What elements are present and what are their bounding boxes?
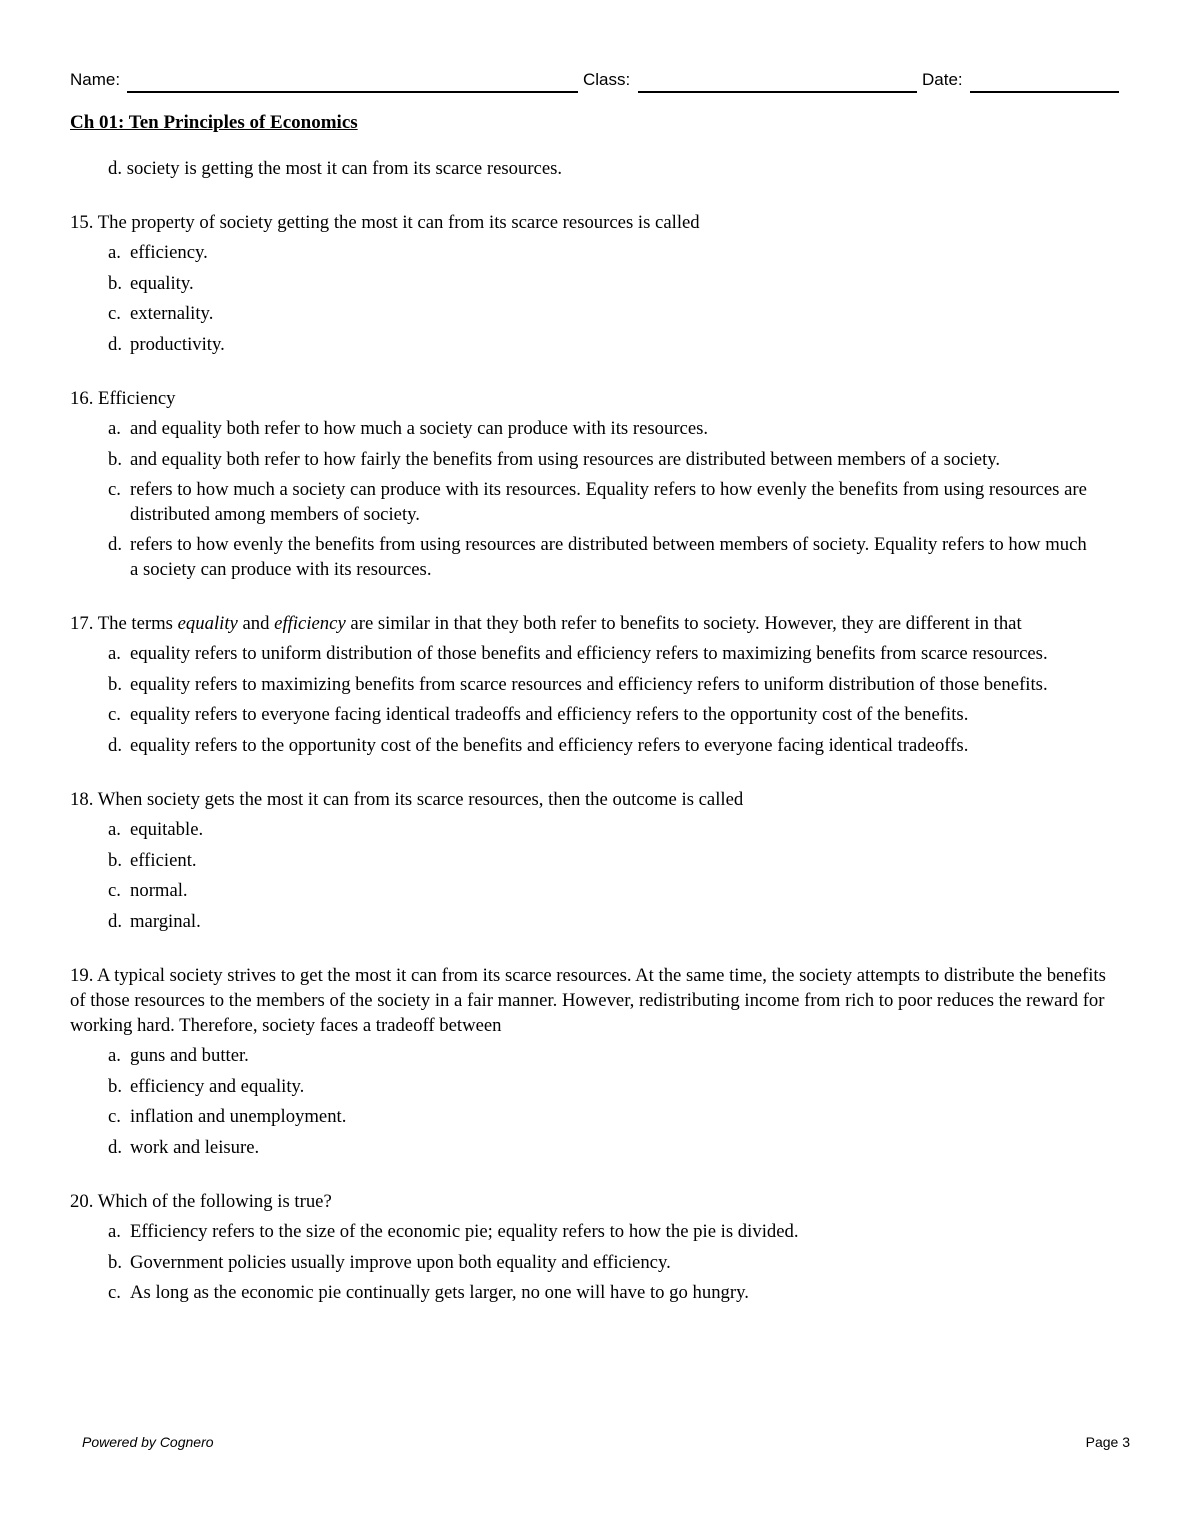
- question-number: 15.: [70, 212, 94, 233]
- date-field-line[interactable]: [970, 91, 1119, 93]
- question-18: [70, 787, 1120, 934]
- option-text: refers to how evenly the benefits from using resources are distributed between members of society. Equality refers to how much a society can produce with its resources.: [130, 534, 1087, 580]
- option-text: equitable.: [130, 819, 204, 840]
- class-field-line[interactable]: [638, 91, 917, 93]
- question-15: [70, 210, 1120, 357]
- answer-option: [108, 448, 1120, 473]
- answer-option: [108, 642, 1120, 667]
- option-letter: b.: [108, 448, 123, 470]
- stem-text: and: [237, 613, 275, 634]
- stem-text: are similar in that they both refer to benefits to society. However, they are different in that: [345, 613, 1022, 634]
- option-text: As long as the economic pie continually gets larger, no one will have to go hungry.: [130, 1282, 749, 1303]
- option-letter: d.: [108, 158, 123, 179]
- question-stem: [70, 963, 1120, 1038]
- answer-option: [108, 734, 1120, 759]
- stem-text: Efficiency: [98, 388, 176, 409]
- answer-option: [108, 1105, 1120, 1130]
- option-text: society is getting the most it can from its scarce resources.: [126, 158, 563, 179]
- question-stem: [70, 611, 1120, 636]
- option-text: refers to how much a society can produce with its resources. Equality refers to how evenly the benefits from using resources are distributed among members of society.: [130, 479, 1087, 525]
- answer-option: [108, 910, 1120, 935]
- name-field-line[interactable]: [127, 91, 578, 93]
- chapter-title: Ch 01: Ten Principles of Economics: [70, 112, 358, 133]
- option-letter: d.: [108, 333, 123, 355]
- answer-option: [108, 849, 1120, 874]
- answer-option: [108, 241, 1120, 266]
- option-text: equality refers to maximizing benefits from scarce resources and efficiency refers to uniform distribution of those benefits.: [130, 673, 1048, 695]
- option-text: inflation and unemployment.: [130, 1106, 347, 1127]
- answer-option: [108, 533, 1120, 582]
- answer-option: [108, 703, 1120, 728]
- option-text: efficiency.: [130, 242, 208, 263]
- question-number: 20.: [70, 1191, 94, 1212]
- option-letter: b.: [108, 272, 123, 294]
- question-list: [70, 157, 1120, 1306]
- option-letter: d.: [108, 534, 123, 555]
- stem-text: The terms: [97, 613, 178, 634]
- name-label: Name:: [70, 70, 121, 89]
- option-letter: c.: [108, 880, 121, 901]
- option-letter: c.: [108, 1282, 121, 1303]
- answer-option: [108, 879, 1120, 904]
- option-text: and equality both refer to how much a society can produce with its resources.: [130, 418, 709, 439]
- question-stem: [70, 787, 1120, 812]
- answer-option: [108, 818, 1120, 843]
- answer-option: [108, 1136, 1120, 1161]
- option-text: Efficiency refers to the size of the economic pie; equality refers to how the pie is divided.: [130, 1221, 799, 1242]
- option-text: guns and butter.: [130, 1045, 249, 1066]
- option-text: Government policies usually improve upon both equality and efficiency.: [130, 1251, 671, 1273]
- answer-option: [108, 1075, 1120, 1100]
- answer-option: [108, 417, 1120, 442]
- answer-option: [108, 478, 1120, 527]
- answer-option: [108, 673, 1120, 698]
- option-text: efficient.: [130, 849, 197, 871]
- question-20: [70, 1189, 1120, 1306]
- stem-text: Which of the following is true?: [97, 1191, 332, 1212]
- option-letter: b.: [108, 1251, 123, 1273]
- answer-option: [108, 1251, 1120, 1276]
- stem-text: When society gets the most it can from its scarce resources, then the outcome is called: [97, 789, 744, 810]
- option-text: equality refers to everyone facing identical tradeoffs and efficiency refers to the opportunity cost of the benefits.: [130, 704, 969, 725]
- question-17: [70, 611, 1120, 758]
- option-letter: d.: [108, 910, 123, 932]
- option-letter: c.: [108, 303, 121, 324]
- option-letter: c.: [108, 704, 121, 725]
- option-letter: a.: [108, 418, 121, 439]
- class-label: Class:: [583, 70, 631, 89]
- question-number: 16.: [70, 388, 94, 409]
- question-stem: [70, 386, 1120, 411]
- answer-option: [108, 333, 1120, 358]
- option-text: productivity.: [130, 333, 225, 355]
- option-letter: a.: [108, 1045, 121, 1066]
- stem-text: A typical society strives to get the most it can from its scarce resources. At the same time, the society attempts to distribute the benefits of those resources to the members of the society in a fair manner. However, redistributing income from rich to poor reduces the reward for working hard. Therefore, society faces a tradeoff between: [70, 965, 1106, 1036]
- option-letter: b.: [108, 849, 123, 871]
- question-16: [70, 386, 1120, 582]
- question-stem: [70, 1189, 1120, 1214]
- option-letter: a.: [108, 242, 121, 263]
- answer-option: [108, 1281, 1120, 1306]
- answer-option: [108, 272, 1120, 297]
- option-text: equality.: [130, 272, 194, 294]
- option-letter: a.: [108, 1221, 121, 1242]
- option-letter: a.: [108, 643, 121, 664]
- option-letter: d.: [108, 734, 123, 756]
- question-number: 18.: [70, 789, 94, 810]
- continued-option: [108, 157, 1120, 181]
- option-text: work and leisure.: [130, 1136, 260, 1158]
- option-letter: c.: [108, 1106, 121, 1127]
- answer-option: [108, 302, 1120, 327]
- answer-option: [108, 1220, 1120, 1245]
- question-19: [70, 963, 1120, 1160]
- question-stem: [70, 210, 1120, 235]
- option-text: and equality both refer to how fairly the benefits from using resources are distributed between members of a society.: [130, 448, 1001, 470]
- option-text: equality refers to the opportunity cost of the benefits and efficiency refers to everyone facing identical tradeoffs.: [130, 734, 969, 756]
- option-text: efficiency and equality.: [130, 1075, 305, 1097]
- stem-text: The property of society getting the most it can from its scarce resources is called: [97, 212, 700, 233]
- answer-option: [108, 1044, 1120, 1069]
- option-letter: b.: [108, 1075, 123, 1097]
- option-letter: b.: [108, 673, 123, 695]
- stem-text: equality: [177, 613, 238, 634]
- option-letter: a.: [108, 819, 121, 840]
- option-text: marginal.: [130, 910, 201, 932]
- option-text: normal.: [130, 880, 188, 901]
- option-letter: d.: [108, 1136, 123, 1158]
- date-label: Date:: [922, 70, 963, 89]
- question-number: 19.: [70, 965, 94, 986]
- page-number: Page 3: [1085, 1434, 1130, 1450]
- option-text: equality refers to uniform distribution of those benefits and efficiency refers to maximizing benefits from scarce resources.: [130, 643, 1048, 664]
- option-text: externality.: [130, 303, 214, 324]
- stem-text: efficiency: [274, 613, 346, 634]
- powered-by: Powered by Cognero: [82, 1434, 214, 1450]
- question-number: 17.: [70, 613, 94, 634]
- option-letter: c.: [108, 479, 121, 500]
